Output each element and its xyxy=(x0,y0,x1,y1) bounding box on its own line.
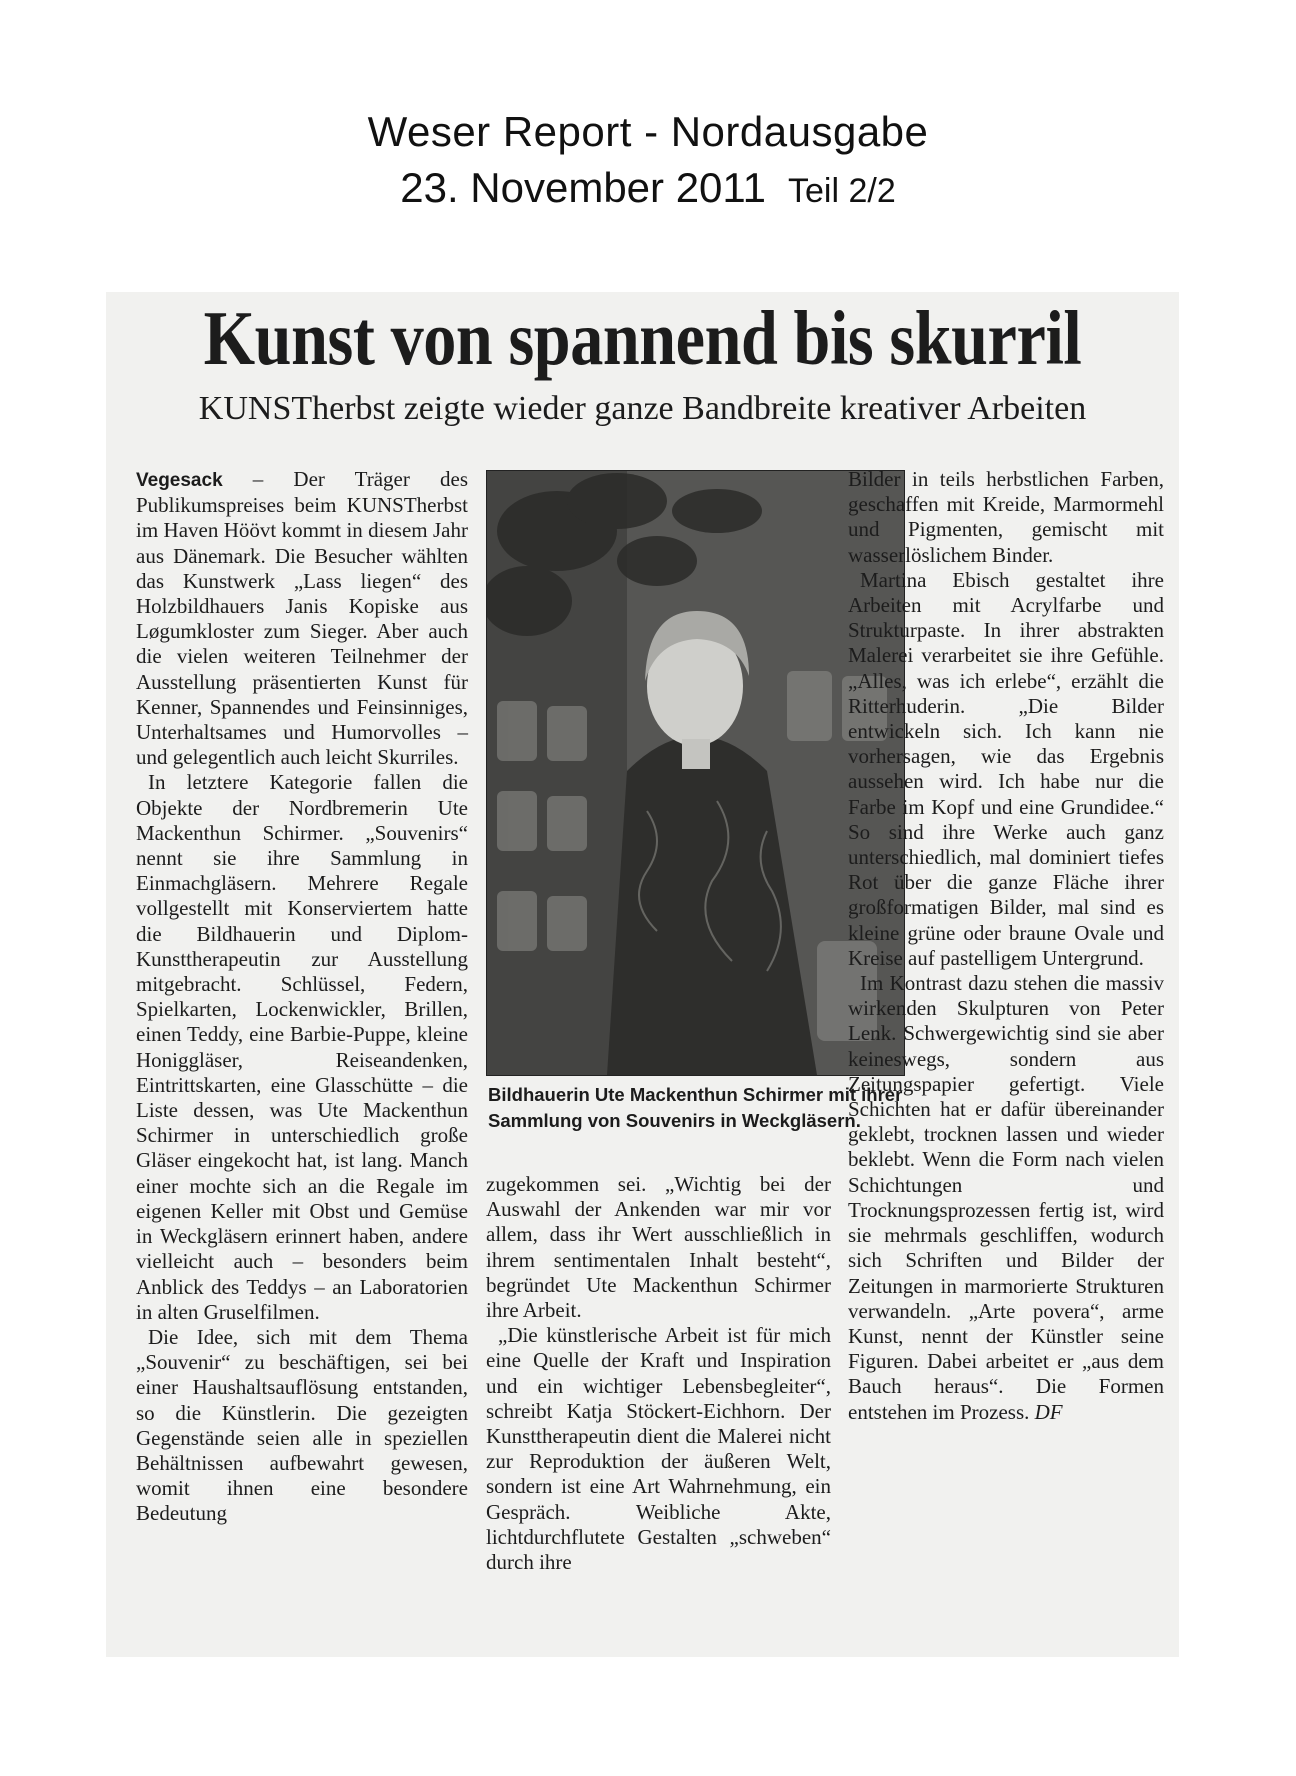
photo-illustration xyxy=(487,471,904,1075)
article-paragraph xyxy=(848,971,1164,1425)
photo-caption: Bildhauerin Ute Mackenthun Schirmer mit ihrer Sammlung von Souvenirs in Weckgläsern. xyxy=(488,1084,903,1131)
article-headline: Kunst von spannend bis skurril xyxy=(203,295,1082,381)
issue-date: 23. November 2011 xyxy=(400,164,767,211)
newspaper-name: Weser Report - Nordausgabe xyxy=(367,108,929,155)
article-paragraph: Martina Ebisch gestaltet ihre Arbeiten mit Acrylfarbe und Strukturpaste. In ihrer abstrakten Malerei verarbeitet sie ihre Gefühle. „Alles, was ich erlebe“, erzählt die Ritterhuderin. „Die Bilder entwickeln sich. Ich kann nie vorhersagen, wie das Ergebnis aussehen wird. Ich habe nur die Farbe im Kopf und eine Grundidee.“ So sind ihre Werke auch ganz unterschiedlich, mal dominiert tiefes Rot über die ganze Fläche ihrer großformatigen Bilder, mal sind es kleine grüne oder braune Ovale und Kreise auf pastelligem Untergrund. xyxy=(848,567,1164,970)
issue-date-line xyxy=(0,164,1296,212)
article-paragraph: „Die künstlerische Arbeit ist für mich eine Quelle der Kraft und Inspiration und ein wichtiger Lebensbegleiter“, schreibt Katja Stöckert-Eichhorn. Der Kunsttherapeutin dient die Malerei nicht zur Reproduktion der äußeren Welt, sondern ist eine Art Wahrnehmung, ein Gespräch. Weibliche Akte, lichtdurchflutete Gestalten „schweben“ durch ihre xyxy=(486,1323,831,1575)
article-paragraph xyxy=(136,467,468,770)
article-paragraph: In letztere Kategorie fallen die Objekte der Nordbremerin Ute Mackenthun Schirmer. „Souvenirs“ nennt sie ihre Sammlung in Einmachgläsern. Mehrere Regale vollgestellt mit Konserviertem hatte die Bildhauerin und Diplom-Kunsttherapeutin zur Ausstellung mitgebracht. Schlüssel, Federn, Spielkarten, Lockenwickler, Brillen, einen Teddy, eine Barbie-Puppe, kleine Honiggläser, Reiseandenken, Eintrittskarten, eine Glasschütte – die Liste dessen, was Ute Mackenthun Schirmer in unterschiedlich große Gläser eingekocht hat, ist lang. Manch einer mochte sich an die Regale im eigenen Keller mit Obst und Gemüse in Weckgläsern erinnert haben, andere vielleicht auch – besonders beim Anblick des Teddys – an Laboratorien in alten Gruselfilmen. xyxy=(136,770,468,1324)
article-column-1 xyxy=(136,467,468,1527)
article-column-2 xyxy=(486,1172,831,1575)
part-label: Teil 2/2 xyxy=(788,172,896,210)
article-paragraph: Bilder in teils herbstlichen Farben, geschaffen mit Kreide, Marmormehl und Pigmenten, gemischt mit wasserlöslichem Binder. xyxy=(848,467,1164,567)
article-photo xyxy=(486,470,905,1076)
dateline: Vegesack xyxy=(136,470,223,491)
newspaper-clipping xyxy=(106,292,1179,1657)
paragraph-text: Im Kontrast dazu stehen die massiv wirkenden Skulpturen von Peter Lenk. Schwergewichtig sind sie aber keineswegs, sondern aus Zeitungspapier gefertigt. Viele Schichten hat er dafür übereinander geklebt, trocknen lassen und wieder beklebt. Wenn die Form nach vielen Schichtungen und Trocknungsprozessen fertig ist, wird sie mehrmals geschliffen, wodurch sich Schriften und Bilder der Zeitungen in marmorierte Strukturen verwandeln. „Arte povera“, arme Kunst, nennt der Künstler seine Figuren. Dabei arbeitet er „aus dem Bauch heraus“. Die Formen entstehen im Prozess. xyxy=(848,971,1164,1424)
article-subheadline: KUNSTherbst zeigte wieder ganze Bandbreite kreativer Arbeiten xyxy=(198,390,1087,427)
article-paragraph: Die Idee, sich mit dem Thema „Souvenir“ zu beschäftigen, sei bei einer Haushaltsauflösung entstanden, so die Künstlerin. Die gezeigten Gegenstände seien alle in speziellen Behältnissen aufbewahrt gewesen, womit ihnen eine besondere Bedeutung xyxy=(136,1324,468,1526)
article-column-3 xyxy=(848,467,1164,1425)
article-paragraph: zugekommen sei. „Wichtig bei der Auswahl der Ankenden war mir vor allem, dass ihr Wert ausschließlich in ihrem sentimentalen Inhalt besteht“, begründet Ute Mackenthun Schirmer ihre Arbeit. xyxy=(486,1172,831,1323)
author-signature: DF xyxy=(1034,1399,1063,1424)
paragraph-text: – Der Träger des Publikumspreises beim KUNSTherbst im Haven Höövt kommt in diesem Jahr aus Dänemark. Die Besucher wählten das Kunstwerk „Lass liegen“ des Holzbildhauers Janis Kopiske aus Løgumkloster zum Sieger. Aber auch die vielen weiteren Teilnehmer der Ausstellung präsentierten Kunst für Kenner, Spannendes und Feinsinniges, Unterhaltsames und Humorvolles – und gelegentlich auch leicht Skurriles. xyxy=(136,467,468,770)
